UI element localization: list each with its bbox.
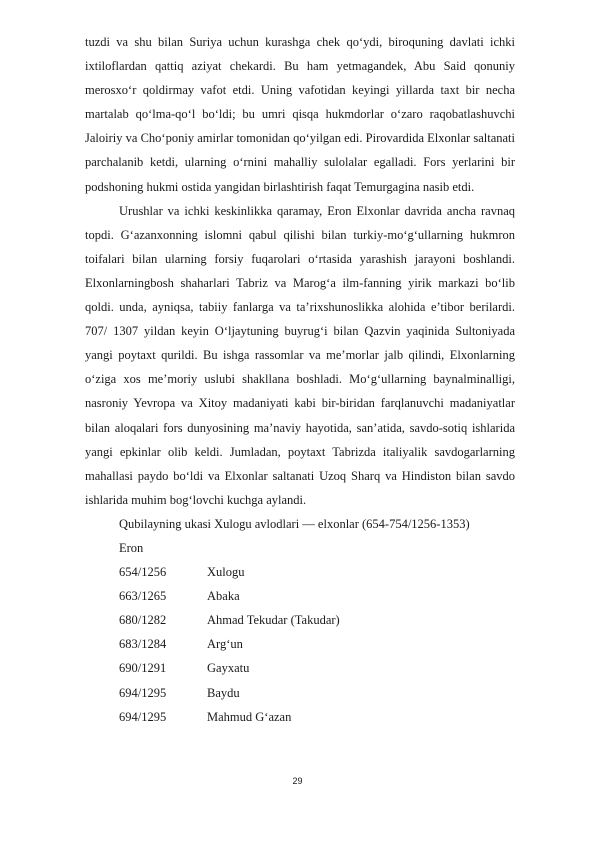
page-number: 29 xyxy=(292,776,303,786)
ruler-row xyxy=(119,632,515,656)
dynasty-region: Eron xyxy=(119,540,144,555)
page-body xyxy=(85,30,515,729)
ruler-name: Arg‘un xyxy=(207,637,243,652)
ruler-years: 654/1256 xyxy=(119,565,167,580)
ruler-years: 694/1295 xyxy=(119,685,167,700)
ruler-list xyxy=(85,560,515,729)
ruler-years: 680/1282 xyxy=(119,613,167,628)
dynasty-caption: Qubilayning ukasi Xulogu avlodlari — elxonlar (654-754/1256-1353) xyxy=(119,516,470,531)
ruler-name: Xulogu xyxy=(207,565,245,580)
paragraph-continuation: tuzdi va shu bilan Suriya uchun kurashga chek qo‘ydi, biroquning davlati ichki ixtiloflardan qattiq aziyat chekardi. Bu ham yetmagandek, Abu Said qonuniy merosxo‘r qoldirmay vafot etdi. Uning vafotidan keyingi yillarda taxt bir necha martalab qo‘lma-qo‘l bo‘ldi; bu umri qisqa hukmdorlar o‘zaro raqobatlashuvchi Jaloiriy va Cho‘poniy amirlar tomonidan qo‘yilgan edi. Pirovardida Elxonlar saltanati parchalanib ketdi, ularning o‘rnini mahalliy sulolalar egalladi. Fors yerlarini bir podshoning hukmi ostida yangidan birlashtirish faqat Temurgagina nasib etdi. xyxy=(85,35,515,194)
ruler-years: 683/1284 xyxy=(119,637,167,652)
ruler-name: Abaka xyxy=(207,589,240,604)
ruler-years: 663/1265 xyxy=(119,589,167,604)
ruler-name: Baydu xyxy=(207,685,240,700)
ruler-row xyxy=(119,656,515,680)
ruler-row xyxy=(119,560,515,584)
ruler-row xyxy=(119,705,515,729)
ruler-years: 690/1291 xyxy=(119,661,167,676)
ruler-name: Gayxatu xyxy=(207,661,250,676)
ruler-row xyxy=(119,584,515,608)
paragraph-prosperity: Urushlar va ichki keskinlikka qaramay, Eron Elxonlar davrida ancha ravnaq topdi. G‘azanxonning islomni qabul qilishi bilan turkiy-mo‘g‘ullarning hukmron toifalari bilan ularning forsiy fuqarolari o‘rtasida yarashish jarayoni boshlandi. Elxonlarningbosh shaharlari Tabriz va Marog‘a ilm-fanning yirik markazi bo‘lib qoldi. unda, ayniqsa, tabiiy fanlarga va ta’rixshunoslikka alohida e’tibor berilardi. 707/ 1307 yildan keyin O‘ljaytuning buyrug‘i bilan Qazvin yaqinida Sultoniyada yangi poytaxt qurildi. Bu ishga rassomlar va me’morlar jalb qilindi, Elxonlarning o‘ziga xos me’moriy uslubi shakllana boshladi. Mo‘g‘ullarning baynalminalligi, nasroniy Yevropa va Xitoy madaniyati kabi bir-biridan farqlanuvchi madaniyatlar bilan aloqalari fors dunyosining ma’naviy hayotida, san’atida, savdo-sotiq ishlarida yangi epkinlar olib keldi. Jumladan, poytaxt Tabrizda italiyalik savdogarlarning mahallasi paydo bo‘ldi va Elxonlar saltanati Uzoq Sharq va Hindiston bilan savdo ishlarida muhim bog‘lovchi kuchga aylandi. xyxy=(85,203,515,507)
ruler-row xyxy=(119,608,515,632)
ruler-name: Mahmud G‘azan xyxy=(207,709,292,724)
ruler-years: 694/1295 xyxy=(119,709,167,724)
ruler-row xyxy=(119,681,515,705)
ruler-name: Ahmad Tekudar (Takudar) xyxy=(207,613,340,628)
